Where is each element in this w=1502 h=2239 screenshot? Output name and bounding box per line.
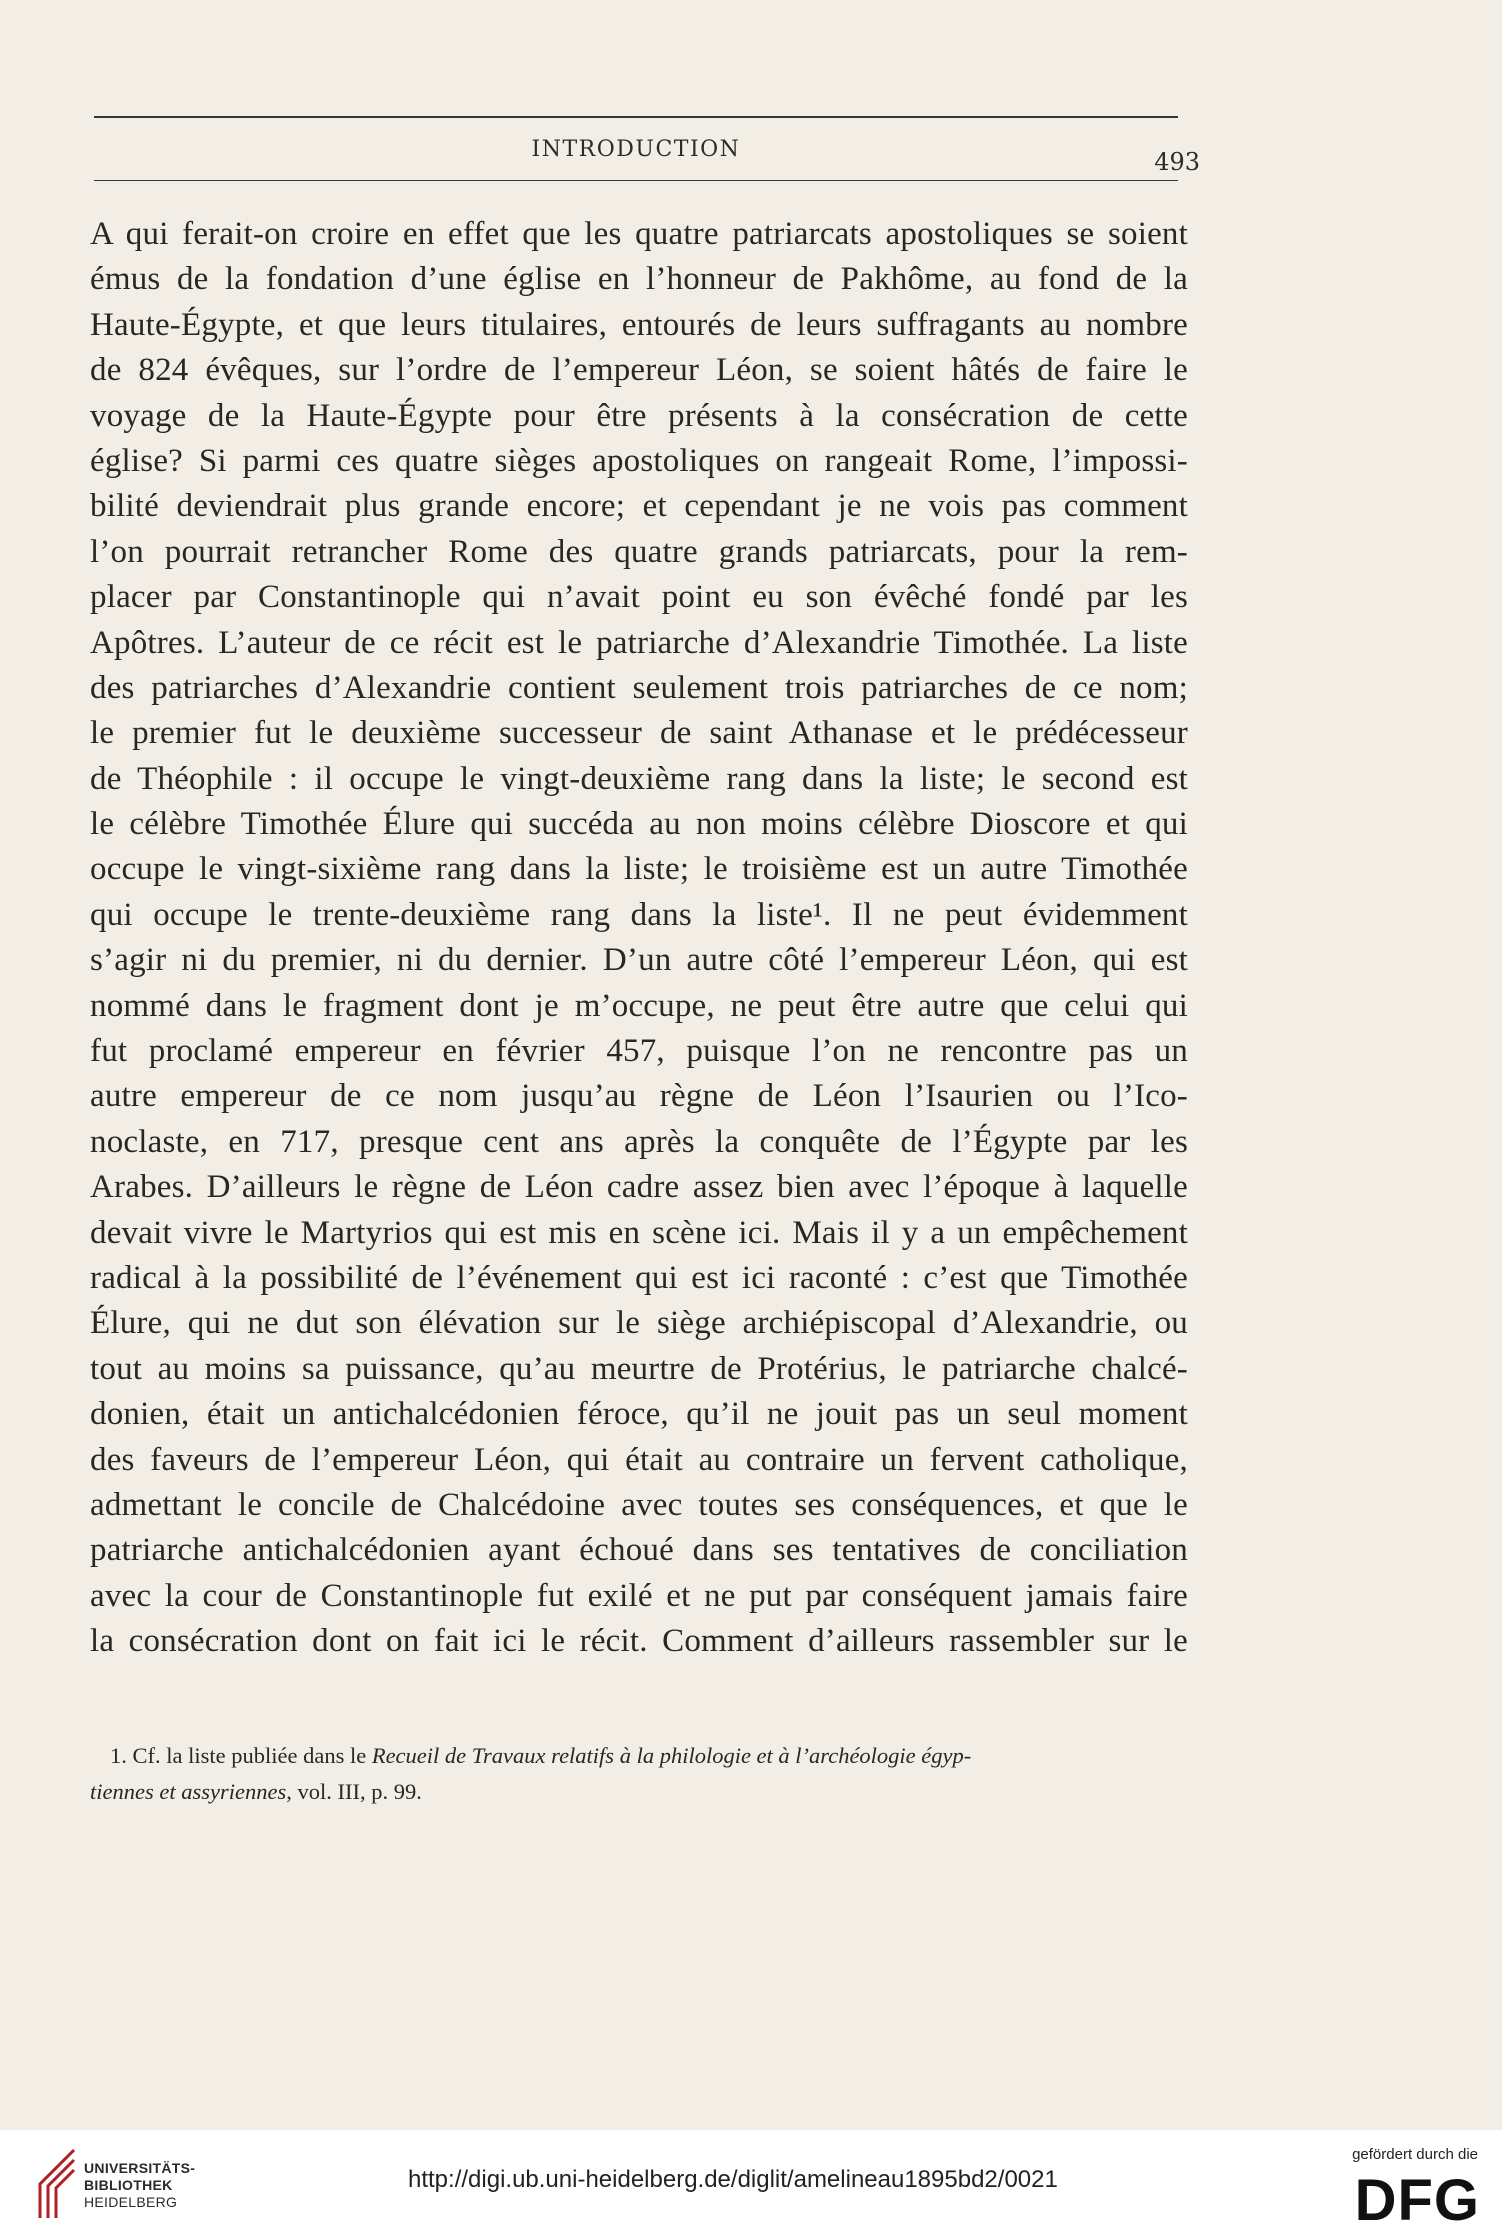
text-line: patriarche antichalcédonien ayant échoué dans ses tentatives de conciliation [90,1532,1188,1569]
text-line: devait vivre le Martyrios qui est mis en scène ici. Mais il y a un empêchement [90,1214,1188,1251]
text-line: bilité deviendrait plus grande encore; et cependant je ne vois pas comment [90,488,1188,525]
footnote [90,1738,1188,1810]
text-line: Haute-Égypte, et que leurs titulaires, entourés de leurs suffragants au nombre [90,306,1188,343]
text-line: qui occupe le trente-deuxième rang dans la liste¹. Il ne peut évidemment [90,896,1188,933]
footnote-number: 1. [110,1743,127,1768]
text-line: avec la cour de Constantinople fut exilé et ne put par conséquent jamais faire [90,1577,1188,1614]
footnote-lead: Cf. la liste publiée dans le [132,1743,367,1768]
text-line: autre empereur de ce nom jusqu’au règne de Léon l’Isaurien ou l’Ico- [90,1078,1188,1115]
text-line: des faveurs de l’empereur Léon, qui était au contraire un fervent catholique, [90,1441,1188,1478]
text-line: le premier fut le deuxième successeur de saint Athanase et le prédécesseur [90,715,1188,752]
page-number: 493 [1154,148,1200,176]
dfg-logo: DFG [1354,2168,1480,2233]
text-line: des patriarches d’Alexandrie contient seulement trois patriarches de ce nom; [90,669,1188,706]
text-line: tout au moins sa puissance, qu’au meurtre de Protérius, le patriarche chalcé- [90,1350,1188,1387]
text-line: A qui ferait-on croire en effet que les quatre patriarcats apostoliques se soient [90,216,1188,252]
text-line: voyage de la Haute-Égypte pour être présents à la consécration de cette [90,397,1188,434]
library-logo-icon [34,2144,78,2222]
footnote-line-2 [90,1774,1188,1810]
library-name-line1: UNIVERSITÄTS- [84,2160,196,2176]
digitization-footer [0,2130,1502,2239]
library-name-line3: HEIDELBERG [84,2194,178,2210]
header-rule-bottom [94,180,1178,181]
text-line: admettant le concile de Chalcédoine avec toutes ses conséquences, et que le [90,1486,1188,1523]
text-line: Apôtres. L’auteur de ce récit est le patriarche d’Alexandrie Timothée. La liste [90,624,1188,661]
text-line: noclaste, en 717, presque cent ans après la conquête de l’Égypte par les [90,1123,1188,1160]
text-line: de 824 évêques, sur l’ordre de l’empereur Léon, se soient hâtés de faire le [90,352,1188,389]
text-line: de Théophile : il occupe le vingt-deuxième rang dans la liste; le second est [90,760,1188,797]
footnote-tail: , vol. III, p. 99. [286,1779,422,1804]
text-line: émus de la fondation d’une église en l’honneur de Pakhôme, au fond de la [90,261,1188,298]
footnote-title-part-a: Recueil de Travaux relatifs à la philologie et à l’archéologie égyp- [371,1743,972,1768]
text-line: nommé dans le fragment dont je m’occupe, ne peut être autre que celui qui [90,987,1188,1024]
permalink-url[interactable]: http://digi.ub.uni-heidelberg.de/diglit/amelineau1895bd2/0021 [408,2166,1058,2193]
library-name [84,2160,195,2211]
header-rule-top [94,116,1178,118]
text-line: occupe le vingt-sixième rang dans la liste; le troisième est un autre Timothée [90,851,1188,888]
text-line: le célèbre Timothée Élure qui succéda au non moins célèbre Dioscore et qui [90,806,1188,843]
text-line: fut proclamé empereur en février 457, puisque l’on ne rencontre pas un [90,1033,1188,1070]
text-line: s’agir ni du premier, ni du dernier. D’un autre côté l’empereur Léon, qui est [90,942,1188,979]
library-name-line2: BIBLIOTHEK [84,2177,173,2193]
text-line: placer par Constantinople qui n’avait point eu son évêché fondé par les [90,579,1188,616]
text-line: Arabes. D’ailleurs le règne de Léon cadre assez bien avec l’époque à laquelle [90,1169,1188,1206]
footnote-title-part-b: tiennes et assyriennes [90,1779,287,1804]
running-head: INTRODUCTION [531,137,741,162]
text-line: radical à la possibilité de l’événement qui est ici raconté : c’est que Timothée [90,1259,1188,1296]
funding-caption: gefördert durch die [1352,2146,1478,2163]
text-line: église? Si parmi ces quatre sièges apostoliques on rangeait Rome, l’impossi- [90,442,1188,479]
footnote-line-1 [90,1738,1188,1774]
text-line: la consécration dont on fait ici le récit. Comment d’ailleurs rassembler sur le [90,1623,1188,1660]
body-text [90,212,1188,1665]
text-line: Élure, qui ne dut son élévation sur le siège archiépiscopal d’Alexandrie, ou [90,1305,1188,1342]
text-line: donien, était un antichalcédonien féroce, qu’il ne jouit pas un seul moment [90,1396,1188,1433]
text-line: l’on pourrait retrancher Rome des quatre grands patriarcats, pour la rem- [90,533,1188,570]
